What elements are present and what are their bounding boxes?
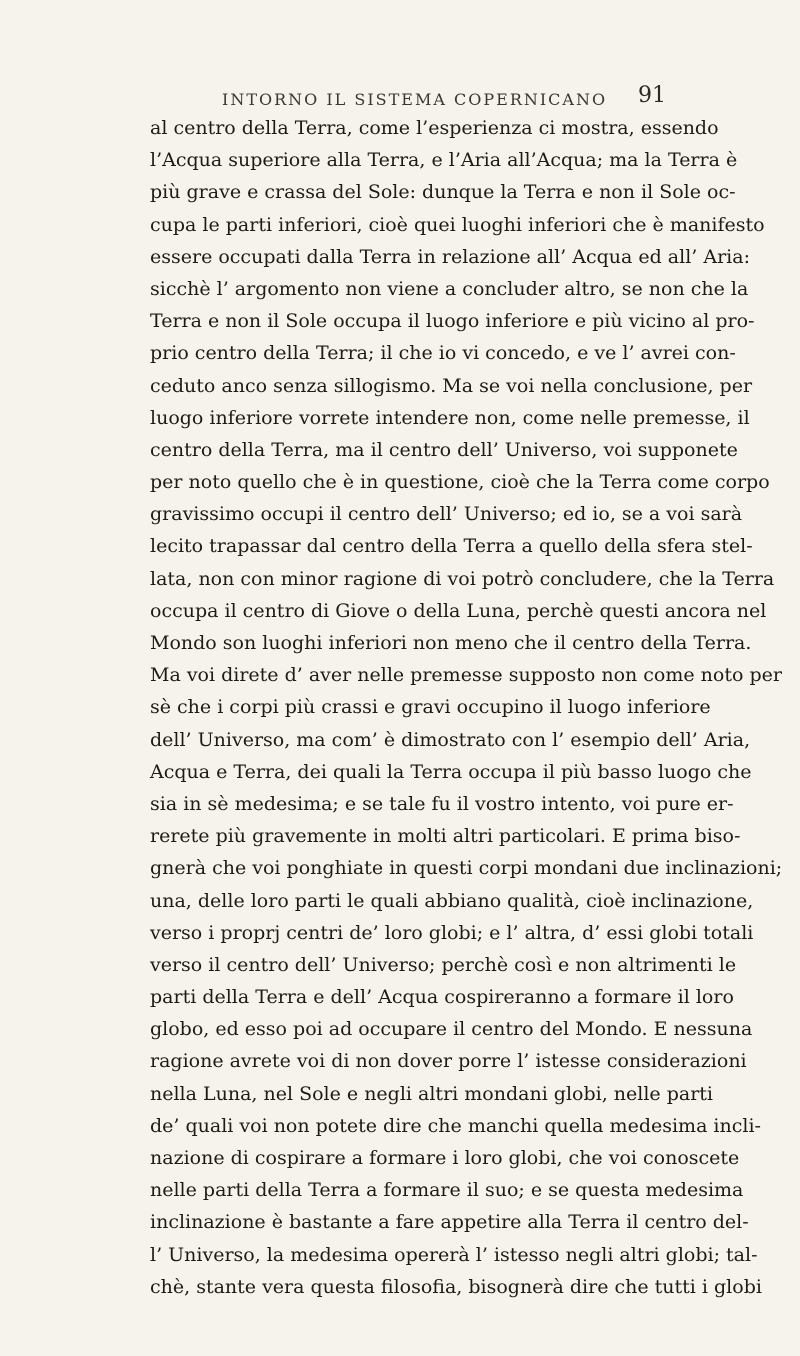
text-line: rerete più gravemente in molti altri particolari. E prima biso-	[150, 825, 741, 848]
text-line: l’Acqua superiore alla Terra, e l’Aria all’Acqua; ma la Terra è	[150, 149, 738, 172]
text-line: Ma voi direte d’ aver nelle premesse supposto non come noto per	[150, 664, 782, 687]
text-line: ragione avrete voi di non dover porre l’ istesse considerazioni	[150, 1050, 747, 1073]
text-line: sicchè l’ argomento non viene a concluder altro, se non che la	[150, 277, 749, 300]
text-line: nella Luna, nel Sole e negli altri mondani globi, nelle parti	[150, 1082, 714, 1105]
text-line: per noto quello che è in questione, cioè che la Terra come corpo	[150, 471, 770, 494]
text-line: Acqua e Terra, dei quali la Terra occupa il più basso luogo che	[150, 760, 752, 783]
body-text	[150, 112, 783, 1303]
text-line: dell’ Universo, ma com’ è dimostrato con l’ esempio dell’ Aria,	[150, 728, 751, 751]
text-line: nelle parti della Terra a formare il suo; e se questa medesima	[150, 1179, 744, 1202]
text-line: verso il centro dell’ Universo; perchè così e non altrimenti le	[150, 953, 737, 976]
text-line: ceduto anco senza sillogismo. Ma se voi nella conclusione, per	[150, 374, 753, 397]
text-line: sia in sè medesima; e se tale fu il vostro intento, voi pure er-	[150, 792, 734, 815]
text-line: nazione di cospirare a formare i loro globi, che voi conoscete	[150, 1147, 740, 1169]
page-number: 91	[638, 83, 666, 108]
text-line: gnerà che voi ponghiate in questi corpi mondani due inclinazioni;	[150, 857, 783, 880]
text-line: verso i proprj centri de’ loro globi; e l’ altra, d’ essi globi totali	[150, 921, 754, 944]
text-line: Terra e non il Sole occupa il luogo inferiore e più vicino al pro-	[150, 310, 755, 333]
text-line: Mondo son luoghi inferiori non meno che il centro della Terra.	[150, 632, 752, 654]
text-line: al centro della Terra, come l’esperienza ci mostra, essendo	[150, 117, 719, 139]
text-line: sè che i corpi più crassi e gravi occupino il luogo inferiore	[150, 696, 711, 719]
text-line: più grave e crassa del Sole: dunque la Terra e non il Sole oc-	[150, 181, 736, 204]
text-line: luogo inferiore vorrete intendere non, come nelle premesse, il	[150, 406, 750, 429]
text-line: gravissimo occupi il centro dell’ Universo; ed io, se a voi sarà	[150, 503, 743, 526]
text-line: centro della Terra, ma il centro dell’ Universo, voi supponete	[150, 438, 738, 461]
text-line: essere occupati dalla Terra in relazione all’ Acqua ed all’ Aria:	[150, 245, 750, 268]
text-line: prio centro della Terra; il che io vi concedo, e ve l’ avrei con-	[150, 342, 736, 365]
text-line: lata, non con minor ragione di voi potrò concludere, che la Terra	[150, 567, 775, 590]
text-line: l’ Universo, la medesima opererà l’ istesso negli altri globi; tal-	[150, 1243, 758, 1266]
text-line: lecito trapassar dal centro della Terra a quello della sfera stel-	[150, 535, 753, 558]
text-line: una, delle loro parti le quali abbiano qualità, cioè inclinazione,	[150, 889, 754, 912]
running-header: INTORNO IL SISTEMA COPERNICANO	[222, 90, 608, 109]
text-line: occupa il centro di Giove o della Luna, perchè questi ancora nel	[150, 599, 767, 622]
text-line: inclinazione è bastante a fare appetire alla Terra il centro del-	[150, 1211, 749, 1234]
text-line: cupa le parti inferiori, cioè quei luoghi inferiori che è manifesto	[150, 213, 765, 236]
text-line: globo, ed esso poi ad occupare il centro del Mondo. E nessuna	[150, 1018, 753, 1041]
text-line: parti della Terra e dell’ Acqua cospireranno a formare il loro	[150, 986, 734, 1009]
text-line: chè, stante vera questa filosofia, bisognerà dire che tutti i globi	[150, 1275, 762, 1298]
text-line: de’ quali voi non potete dire che manchi quella medesima incli-	[150, 1114, 761, 1137]
